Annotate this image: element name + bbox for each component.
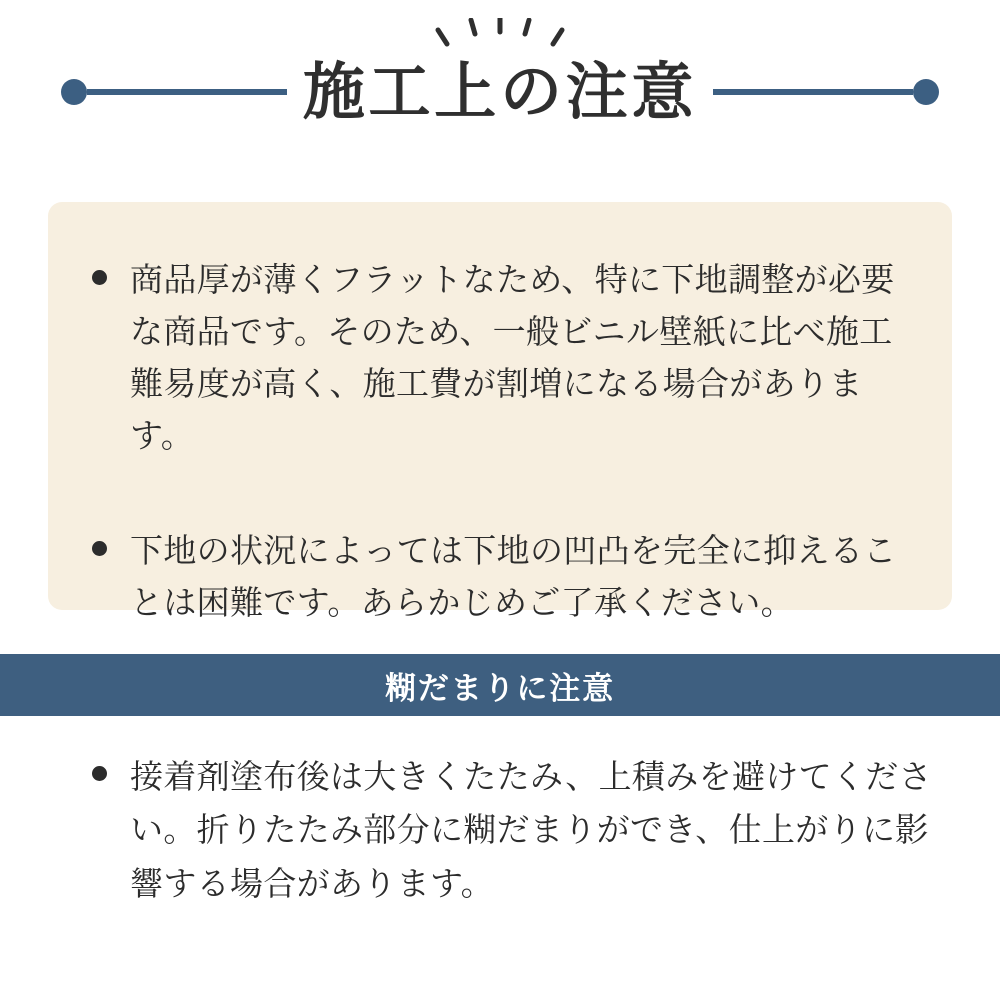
title-row [0, 55, 1000, 128]
section-banner-label: 糊だまりに注意 [384, 670, 616, 707]
title-rule-right [713, 79, 939, 105]
note-card [48, 202, 952, 622]
sparkle-decoration-icon [0, 18, 1000, 58]
rule-dot-left-icon [61, 79, 87, 105]
list-item: 下地の状況によっては下地の凹凸を完全に抑えることは困難です。あらかじめご了承ください。 [82, 525, 912, 629]
note-card-list [82, 254, 912, 629]
rule-dot-right-icon [913, 79, 939, 105]
list-item: 接着剤塗布後は大きくたたみ、上積みを避けてください。折りたたみ部分に糊だまりができ、仕上がりに影響する場合があります。 [82, 750, 952, 910]
section-banner [0, 654, 1000, 716]
list-item: 商品厚が薄くフラットなため、特に下地調整が必要な商品です。そのため、一般ビニル壁紙に比べ施工難易度が高く、施工費が割増になる場合があります。 [82, 254, 912, 463]
lower-body [48, 750, 952, 910]
rule-line-right [713, 89, 913, 95]
rule-line-left [87, 89, 287, 95]
page-header [0, 0, 1000, 185]
page-title: 施工上の注意 [302, 55, 698, 128]
title-rule-left [61, 79, 287, 105]
lower-body-list [82, 750, 952, 910]
